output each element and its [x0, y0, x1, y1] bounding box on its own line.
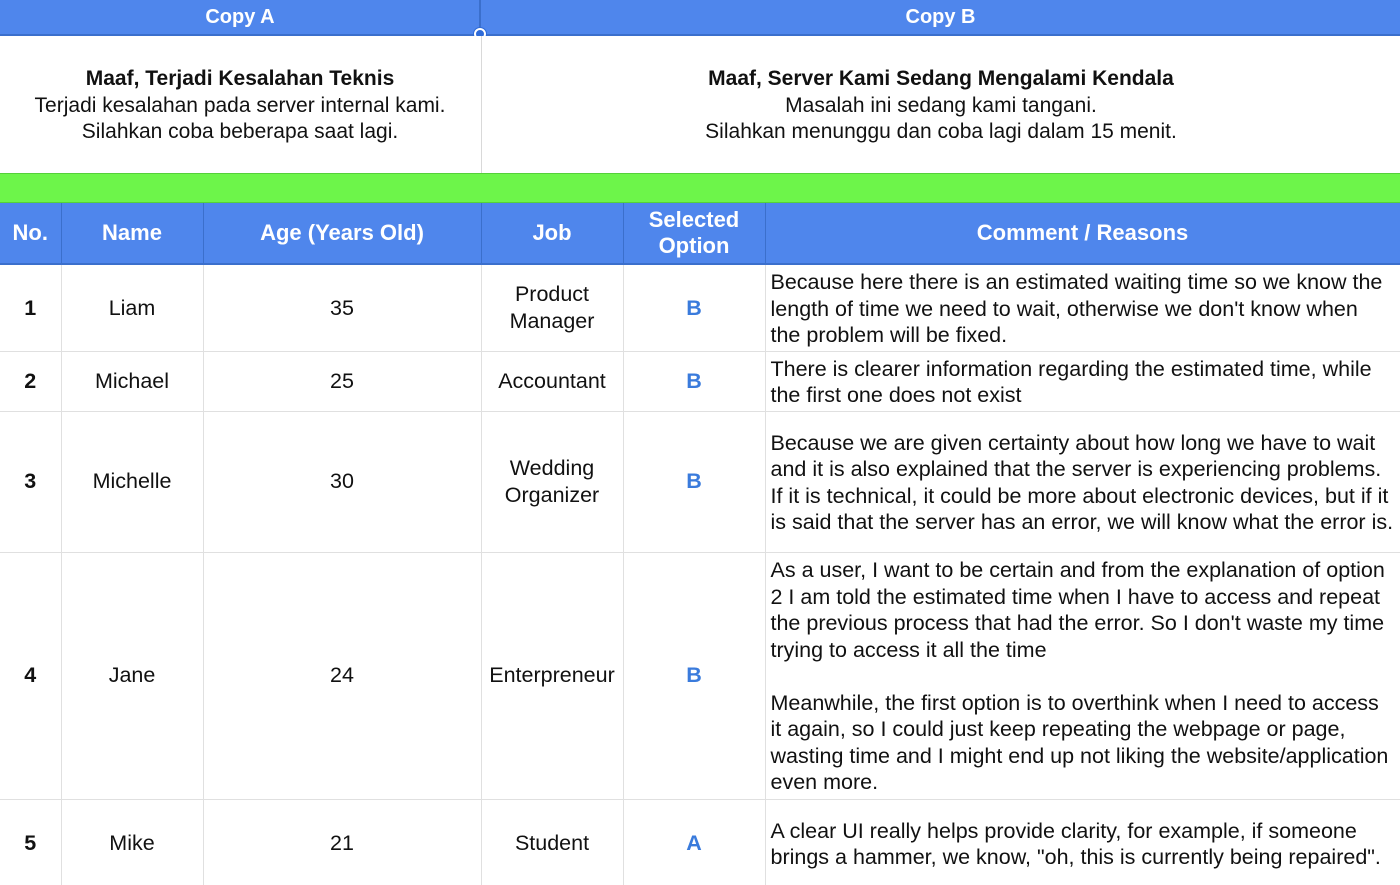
- cell-job[interactable]: Wedding Organizer: [481, 411, 623, 552]
- copy-b-cell[interactable]: [481, 36, 1400, 173]
- cell-comment[interactable]: There is clearer information regarding the estimated time, while the first one does not exist: [765, 351, 1400, 411]
- cell-comment[interactable]: Because we are given certainty about how long we have to wait and it is also explained that the server is experiencing problems. If it is technical, it could be more about electronic devices, but if it is said that the server has an error, we will know what the error is.: [765, 411, 1400, 552]
- cell-comment[interactable]: Because here there is an estimated waiting time so we know the length of time we need to wait, otherwise we don't know when the problem will be fixed.: [765, 264, 1400, 351]
- cell-no[interactable]: 1: [0, 264, 61, 351]
- cell-option[interactable]: B: [623, 351, 765, 411]
- copy-b-header[interactable]: Copy B: [905, 6, 976, 28]
- cell-age[interactable]: 30: [203, 411, 481, 552]
- header-comment[interactable]: Comment / Reasons: [765, 203, 1400, 264]
- copy-a-line2: Silahkan coba beberapa saat lagi.: [81, 120, 399, 143]
- cell-job[interactable]: Student: [481, 799, 623, 885]
- header-job[interactable]: Job: [481, 203, 623, 264]
- cell-no[interactable]: 3: [0, 411, 61, 552]
- header-selected-option[interactable]: Selected Option: [623, 203, 765, 264]
- cell-option[interactable]: B: [623, 264, 765, 351]
- copy-a-header[interactable]: Copy A: [205, 6, 275, 28]
- table-row: [0, 264, 1400, 351]
- cell-no[interactable]: 2: [0, 351, 61, 411]
- cell-option[interactable]: B: [623, 411, 765, 552]
- table-row: [0, 552, 1400, 799]
- cell-comment[interactable]: A clear UI really helps provide clarity, for example, if someone brings a hammer, we know, "oh, this is currently being repaired".: [765, 799, 1400, 885]
- cell-comment[interactable]: As a user, I want to be certain and from the explanation of option 2 I am told the estimated time when I have to access and repeat the previous process that had the error. So I don't waste my time trying to access it all the time Meanwhile, the first option is to overthink when I need to access it again, so I could just keep repeating the webpage or page, wasting time and I might end up not liking the website/application even more.: [765, 552, 1400, 799]
- cell-job[interactable]: Enterpreneur: [481, 552, 623, 799]
- cell-age[interactable]: 21: [203, 799, 481, 885]
- copy-b-title: Maaf, Server Kami Sedang Mengalami Kendala: [708, 67, 1174, 90]
- table-row: [0, 351, 1400, 411]
- header-name[interactable]: Name: [61, 203, 203, 264]
- header-age[interactable]: Age (Years Old): [203, 203, 481, 264]
- copy-header-row: [0, 0, 1400, 34]
- cell-job[interactable]: Accountant: [481, 351, 623, 411]
- cell-name[interactable]: Mike: [61, 799, 203, 885]
- copy-a-cell[interactable]: [0, 36, 480, 173]
- cell-name[interactable]: Michael: [61, 351, 203, 411]
- copy-b-line2: Silahkan menunggu dan coba lagi dalam 15 menit.: [705, 120, 1177, 143]
- table-header-row: [0, 203, 1400, 264]
- survey-table: [0, 203, 1400, 885]
- cell-age[interactable]: 25: [203, 351, 481, 411]
- table-row: [0, 411, 1400, 552]
- table-row: [0, 799, 1400, 885]
- cell-no[interactable]: 5: [0, 799, 61, 885]
- copy-a-title: Maaf, Terjadi Kesalahan Teknis: [85, 67, 395, 90]
- cell-job[interactable]: Product Manager: [481, 264, 623, 351]
- cell-option[interactable]: B: [623, 552, 765, 799]
- green-separator-row[interactable]: [0, 173, 1400, 203]
- cell-no[interactable]: 4: [0, 552, 61, 799]
- copy-b-line1: Masalah ini sedang kami tangani.: [785, 93, 1097, 117]
- cell-name[interactable]: Jane: [61, 552, 203, 799]
- cell-option[interactable]: A: [623, 799, 765, 885]
- cell-age[interactable]: 35: [203, 264, 481, 351]
- cell-name[interactable]: Liam: [61, 264, 203, 351]
- copy-body-row: [0, 36, 1400, 173]
- cell-age[interactable]: 24: [203, 552, 481, 799]
- header-no[interactable]: No.: [0, 203, 61, 264]
- copy-a-line1: Terjadi kesalahan pada server internal kami.: [34, 93, 446, 117]
- cell-name[interactable]: Michelle: [61, 411, 203, 552]
